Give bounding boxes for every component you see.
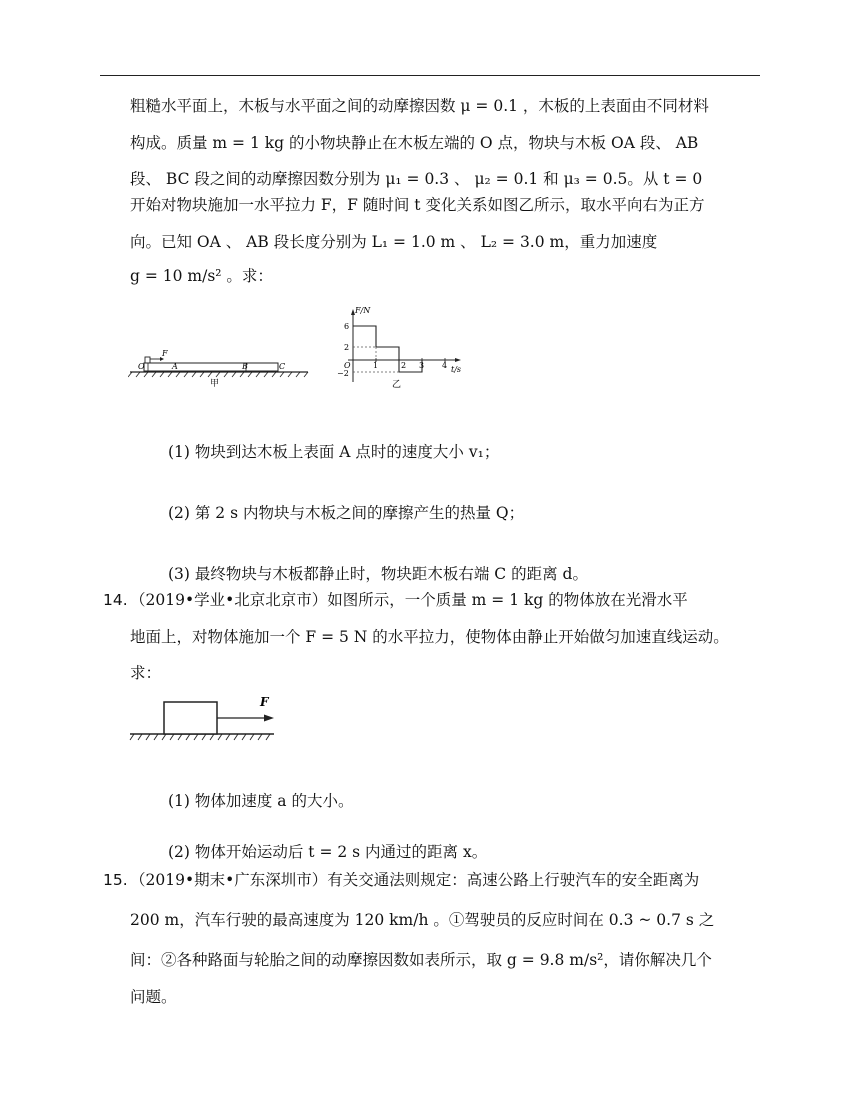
q14-line-2: 地面上，对物体施加一个 F = 5 N 的水平拉力，使物体由静止开始做匀加速直线运动。 <box>130 628 729 646</box>
q13-line-2: 构成。质量 m = 1 kg 的小物块静止在木板左端的 O 点，物块与木板 OA 段、 AB <box>130 134 699 152</box>
q15-line-1: （2019•期末•广东深圳市）有关交通法则规定：高速公路上行驶汽车的安全距离为 <box>130 871 700 889</box>
jia-label-o: O <box>138 362 145 371</box>
q13-line-3: 段、 BC 段之间的动摩擦因数分别为 μ₁ = 0.3 、 μ₂ = 0.1 和 μ₃ = 0.5。从 t = 0 <box>130 170 703 188</box>
yi-x-axis-label: t/s <box>451 365 462 374</box>
figure-yi <box>334 304 474 390</box>
jia-label-a: A <box>172 362 178 371</box>
q13-sub-2: (2) 第 2 s 内物块与木板之间的摩擦产生的热量 Q； <box>168 504 525 522</box>
q13-line-4: 开始对物块施加一水平拉力 F，F 随时间 t 变化关系如图乙所示，取水平向右为正方 <box>130 196 705 214</box>
jia-caption: 甲 <box>210 379 220 389</box>
jia-label-f: F <box>162 349 168 358</box>
q14-line-3: 求： <box>130 664 162 682</box>
q13-line-6: g = 10 m/s² 。求： <box>130 267 273 285</box>
q15-line-2: 200 m，汽车行驶的最高速度为 120 km/h 。①驾驶员的反应时间在 0.3 ~ 0.7 s 之 <box>130 911 715 929</box>
yi-x-tick-2: 2 <box>401 361 407 370</box>
yi-caption: 乙 <box>392 380 402 390</box>
header-rule <box>100 75 760 76</box>
yi-x-tick-1: 1 <box>373 361 379 370</box>
q15-line-4: 问题。 <box>130 988 177 1006</box>
q15-number: 15. <box>103 871 128 889</box>
q13-sub-1: (1) 物块到达木板上表面 A 点时的速度大小 v₁； <box>168 443 500 461</box>
q13-line-1: 粗糙水平面上，木板与水平面之间的动摩擦因数 μ = 0.1 ，木板的上表面由不同材料 <box>130 97 709 115</box>
q14-sub-2: (2) 物体开始运动后 t = 2 s 内通过的距离 x。 <box>168 843 488 861</box>
yi-y-tick-neg2: −2 <box>337 369 349 378</box>
yi-y-tick-2: 2 <box>344 343 350 352</box>
yi-x-tick-3: 3 <box>419 361 425 370</box>
figure-block-force <box>128 690 278 742</box>
q14-sub-1: (1) 物体加速度 a 的大小。 <box>168 792 354 810</box>
figure-jia <box>128 340 310 390</box>
yi-y-tick-6: 6 <box>344 322 350 331</box>
q13-sub-3: (3) 最终物块与木板都静止时，物块距木板右端 C 的距离 d。 <box>168 565 588 583</box>
yi-x-tick-4: 4 <box>442 361 448 370</box>
jia-label-b: B <box>242 362 248 371</box>
q14-number: 14. <box>103 591 128 609</box>
q15-line-3: 间：②各种路面与轮胎之间的动摩擦因数如表所示，取 g = 9.8 m/s²，请你解决几个 <box>130 951 712 969</box>
block-force-label: F <box>260 695 269 709</box>
q14-line-1: （2019•学业•北京北京市）如图所示，一个质量 m = 1 kg 的物体放在光滑水平 <box>130 591 688 609</box>
yi-y-axis-label: F/N <box>355 306 371 315</box>
jia-label-c: C <box>279 362 286 371</box>
yi-origin: O <box>344 361 351 370</box>
q13-line-5: 向。已知 OA 、 AB 段长度分别为 L₁ = 1.0 m 、 L₂ = 3.0 m，重力加速度 <box>130 233 658 251</box>
